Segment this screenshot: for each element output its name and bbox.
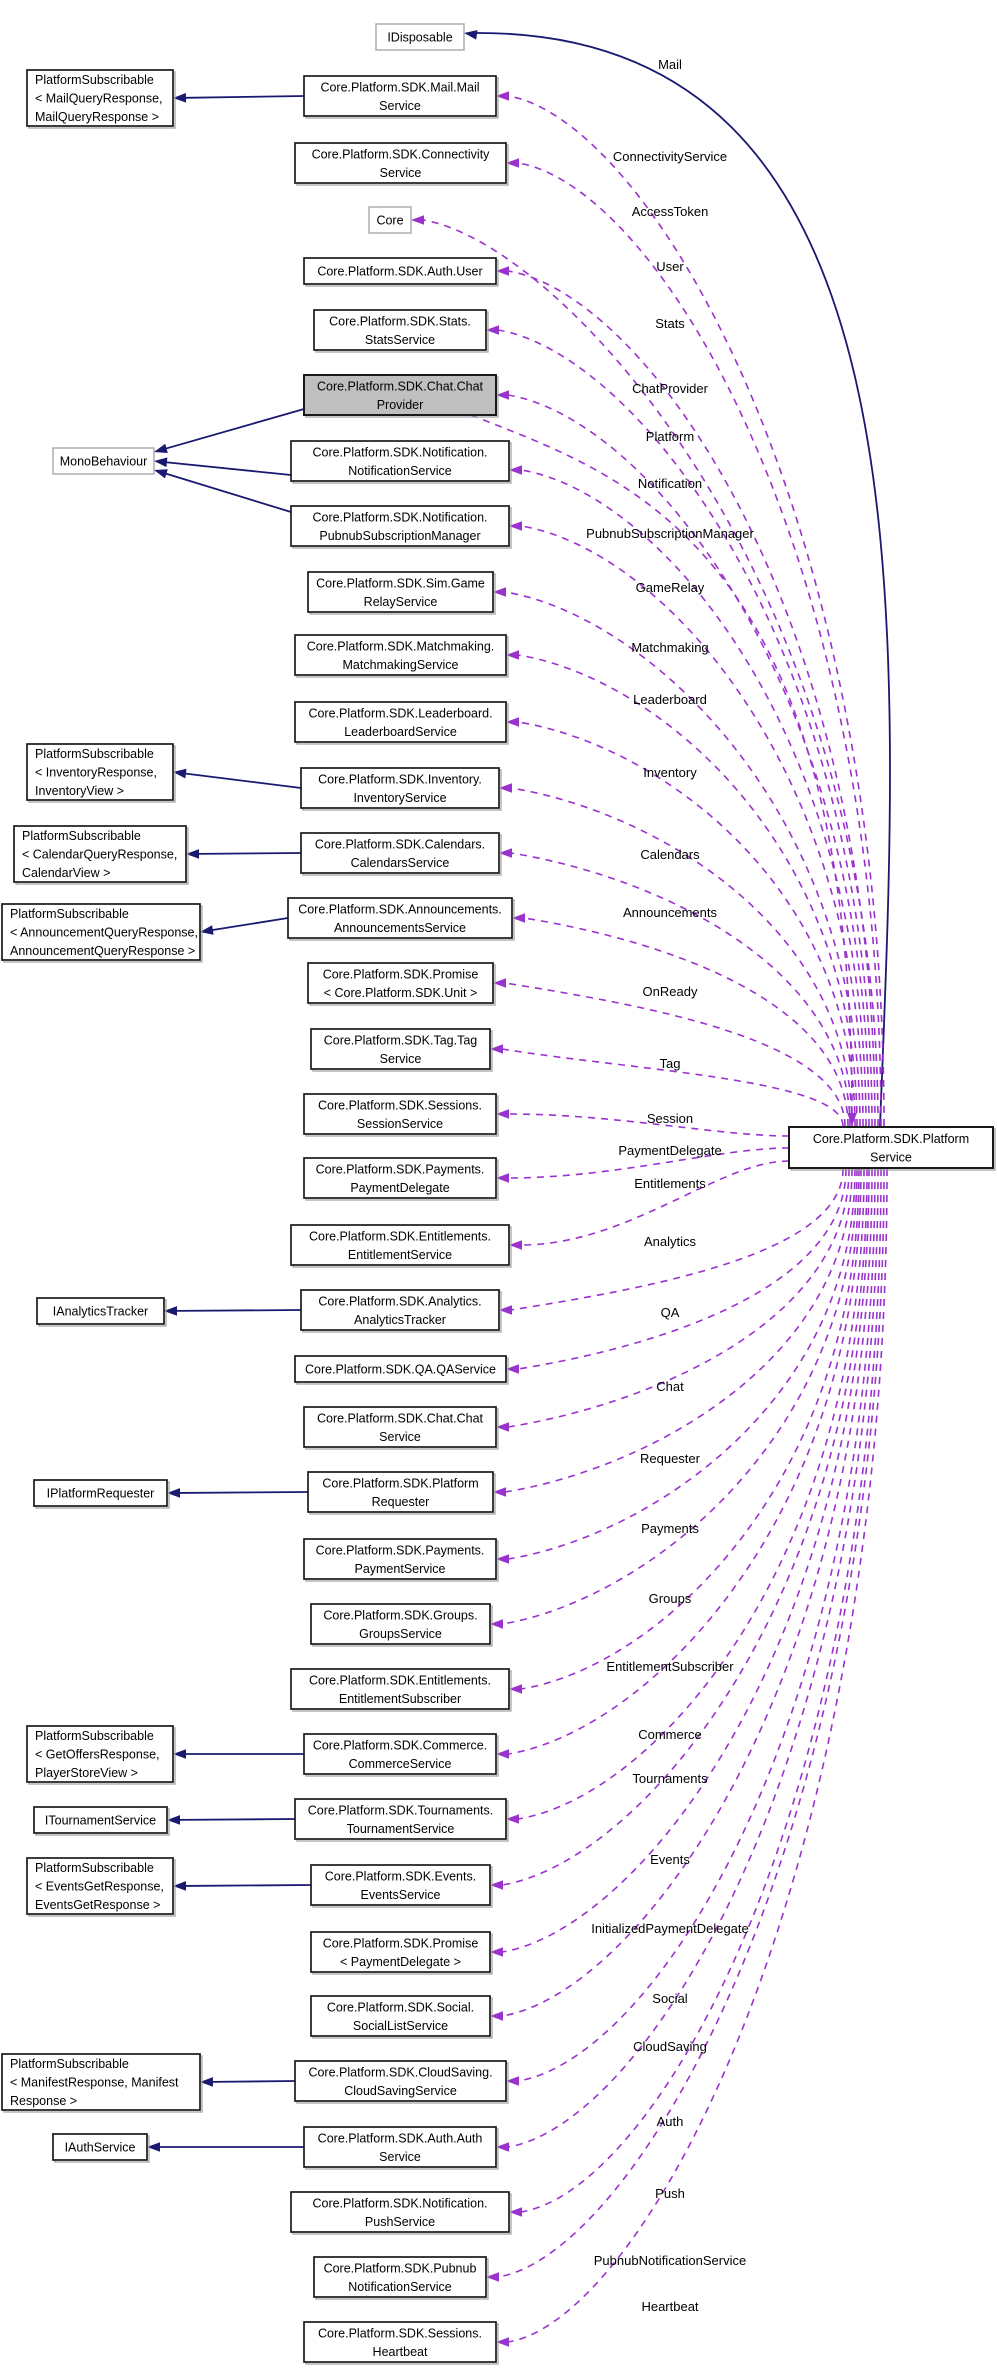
node-ianalytics[interactable] (37, 1298, 166, 1326)
edge-label-GameRelay: GameRelay (635, 580, 705, 595)
edge-label-QA: QA (660, 1305, 680, 1320)
node-calendars-line-1: CalendarsService (350, 855, 450, 870)
edge-label-OnReady: OnReady (642, 984, 698, 999)
edge-label-Heartbeat: Heartbeat (641, 2299, 699, 2314)
node-paymentservice[interactable] (304, 1539, 498, 1581)
node-pushservice[interactable] (291, 2192, 511, 2234)
node-entsubscriber[interactable] (291, 1669, 511, 1711)
node-matchmaking[interactable] (295, 635, 508, 677)
node-entitlementservice[interactable] (291, 1225, 511, 1267)
node-leaderboard-line-0: Core.Platform.SDK.Leaderboard. (308, 706, 493, 721)
node-qaservice[interactable] (295, 1356, 508, 1384)
node-core-line-0: Core (376, 213, 404, 228)
node-cloudsaving-line-1: CloudSavingService (344, 2083, 457, 2098)
usage-edge-OnReady (493, 978, 845, 1126)
edge-label-Matchmaking: Matchmaking (631, 640, 709, 655)
edge-label-InitializedPaymentDelegate: InitializedPaymentDelegate (591, 1921, 749, 1936)
node-events-line-0: Core.Platform.SDK.Events. (324, 1869, 477, 1884)
usage-edge-Inventory (499, 783, 852, 1126)
node-inventory[interactable] (301, 768, 501, 810)
node-user[interactable] (304, 258, 498, 286)
usage-edge-Session (496, 1109, 789, 1136)
node-pubnubnotif[interactable] (314, 2257, 488, 2299)
node-monobehaviour-line-0: MonoBehaviour (59, 454, 148, 469)
node-sessions-line-1: SessionService (356, 1116, 444, 1131)
node-ps-announce-line-2: AnnouncementQueryResponse > (10, 944, 196, 958)
usage-edge-Requester (493, 1169, 852, 1497)
node-cloudsaving[interactable] (295, 2061, 508, 2103)
usage-edge-Payments (496, 1169, 855, 1564)
node-analyticstracker[interactable] (301, 1290, 501, 1332)
edge-label-Mail: Mail (658, 57, 682, 72)
node-chatprovider-line-1: Provider (376, 397, 424, 412)
node-social[interactable] (311, 1996, 492, 2038)
node-ps-events-line-1: < EventsGetResponse, (35, 1879, 164, 1894)
edge-label-PubnubSubscriptionManager: PubnubSubscriptionManager (586, 526, 754, 541)
node-main[interactable] (789, 1127, 995, 1170)
node-tag-line-0: Core.Platform.SDK.Tag.Tag (323, 1033, 478, 1048)
node-connectivity[interactable] (295, 143, 508, 185)
node-groupsservice-line-0: Core.Platform.SDK.Groups. (323, 1608, 478, 1623)
edge-label-Tag: Tag (659, 1056, 681, 1071)
node-ps-events[interactable] (27, 1858, 175, 1916)
node-pushservice-line-1: PushService (364, 2214, 436, 2229)
node-ps-calendar[interactable] (14, 826, 188, 884)
node-commerce[interactable] (304, 1734, 498, 1776)
node-ps-mail[interactable] (27, 70, 175, 128)
edge-label-ConnectivityService: ConnectivityService (612, 149, 728, 164)
node-ps-events-line-0: PlatformSubscribable (35, 1861, 154, 1875)
node-commerce-line-1: CommerceService (348, 1756, 452, 1771)
edge-label-Announcements: Announcements (623, 905, 717, 920)
edge-label-PaymentDelegate: PaymentDelegate (618, 1143, 722, 1158)
node-entitlementservice-line-1: EntitlementService (347, 1247, 453, 1262)
usage-edge-Push (509, 1169, 881, 2217)
node-platformrequester[interactable] (308, 1472, 495, 1514)
node-inventory-line-0: Core.Platform.SDK.Inventory. (318, 772, 482, 787)
node-ps-calendar-line-2: CalendarView > (22, 866, 111, 880)
node-iauth-line-0: IAuthService (64, 2140, 136, 2155)
node-leaderboard-line-1: LeaderboardService (344, 724, 457, 739)
edge-label-ChatProvider: ChatProvider (632, 381, 708, 396)
edge-label-Notification: Notification (637, 476, 703, 491)
node-chatprovider-line-0: Core.Platform.SDK.Chat.Chat (316, 379, 484, 394)
node-pubnubsub-line-0: Core.Platform.SDK.Notification. (312, 510, 488, 525)
edge-label-Commerce: Commerce (638, 1727, 702, 1742)
node-paymentservice-line-0: Core.Platform.SDK.Payments. (315, 1543, 485, 1558)
inheritance-edge-announcements-ps-announce (200, 918, 288, 935)
edge-label-CloudSaving: CloudSaving (633, 2039, 707, 2054)
node-tag[interactable] (311, 1029, 492, 1071)
node-authservice[interactable] (304, 2127, 498, 2169)
node-leaderboard[interactable] (295, 702, 508, 744)
node-ps-offers[interactable] (27, 1726, 175, 1784)
node-connectivity-line-0: Core.Platform.SDK.Connectivity (311, 147, 490, 162)
node-analyticstracker-line-1: AnalyticsTracker (354, 1312, 446, 1327)
edge-label-User: User (656, 259, 684, 274)
node-promisepd[interactable] (311, 1932, 492, 1974)
node-ps-mail-line-0: PlatformSubscribable (35, 73, 154, 87)
node-ps-manifest[interactable] (2, 2054, 202, 2112)
node-events[interactable] (311, 1865, 492, 1907)
usage-edge-CloudSaving (506, 1169, 875, 2086)
node-tournament-line-1: TournamentService (346, 1821, 455, 1836)
node-itournament[interactable] (34, 1807, 169, 1835)
node-gamerelay-line-1: RelayService (363, 594, 438, 609)
usage-edge-InitializedPaymentDelegate (490, 1169, 869, 1957)
node-entsubscriber-line-1: EntitlementSubscriber (338, 1691, 462, 1706)
inheritance-edge-pubnubsub-monobehaviour (154, 469, 291, 512)
node-iplatformreq[interactable] (34, 1480, 169, 1508)
usage-edge-ChatProvider (496, 390, 869, 1126)
inheritance-edge-chatprovider-monobehaviour (154, 409, 304, 453)
node-ps-mail-line-1: < MailQueryResponse, (35, 91, 163, 106)
node-main-line-0: Core.Platform.SDK.Platform (812, 1131, 970, 1146)
node-entsubscriber-line-0: Core.Platform.SDK.Entitlements. (308, 1673, 492, 1688)
edge-label-Leaderboard: Leaderboard (633, 692, 707, 707)
node-promiseunit-line-0: Core.Platform.SDK.Promise (322, 967, 479, 982)
node-ianalytics-line-0: IAnalyticsTracker (52, 1304, 149, 1319)
node-stats[interactable] (314, 310, 488, 352)
node-sessions[interactable] (304, 1094, 498, 1136)
node-ps-inventory-line-0: PlatformSubscribable (35, 747, 154, 761)
node-ps-mail-line-2: MailQueryResponse > (35, 110, 160, 124)
edge-label-Platform: Platform (645, 429, 695, 444)
node-ps-calendar-line-0: PlatformSubscribable (22, 829, 141, 843)
node-idisposable[interactable] (376, 24, 464, 50)
node-chatprovider[interactable] (304, 375, 498, 417)
node-heartbeat[interactable] (304, 2322, 498, 2364)
inheritance-edge-tournament-itournament (167, 1815, 295, 1825)
edge-labels-layer (586, 57, 754, 2314)
node-platformrequester-line-0: Core.Platform.SDK.Platform (322, 1476, 479, 1491)
usage-edge-Tournaments (506, 1169, 864, 1824)
node-promiseunit-line-1: < Core.Platform.SDK.Unit > (323, 985, 478, 1000)
node-groupsservice-line-1: GroupsService (359, 1626, 442, 1641)
node-ps-manifest-line-1: < ManifestResponse, Manifest (10, 2075, 179, 2090)
inheritance-edge-calendars-ps-calendar (186, 849, 301, 859)
inheritance-edge-cloudsaving-ps-manifest (200, 2077, 295, 2087)
node-ps-announce[interactable] (2, 904, 202, 962)
node-ps-inventory-line-2: InventoryView > (35, 784, 125, 798)
node-ps-inventory[interactable] (27, 744, 175, 802)
node-user-line-0: Core.Platform.SDK.Auth.User (317, 264, 483, 279)
node-promiseunit[interactable] (308, 963, 495, 1005)
node-matchmaking-line-1: MatchmakingService (342, 657, 459, 672)
node-tag-line-1: Service (379, 1051, 422, 1066)
node-pubnubsub-line-1: PubnubSubscriptionManager (319, 528, 481, 543)
node-qaservice-line-0: Core.Platform.SDK.QA.QAService (304, 1362, 497, 1377)
node-authservice-line-0: Core.Platform.SDK.Auth.Auth (317, 2131, 483, 2146)
node-stats-line-1: StatsService (364, 332, 436, 347)
edge-label-Tournaments: Tournaments (632, 1771, 708, 1786)
edge-label-PubnubNotificationService: PubnubNotificationService (593, 2253, 747, 2268)
node-heartbeat-line-0: Core.Platform.SDK.Sessions. (318, 2326, 482, 2341)
edge-label-Social: Social (652, 1991, 688, 2006)
inheritance-edge-events-ps-events (173, 1881, 311, 1891)
node-mail-line-0: Core.Platform.SDK.Mail.Mail (320, 80, 480, 95)
node-main-line-1: Service (870, 1150, 912, 1165)
node-tournament-line-0: Core.Platform.SDK.Tournaments. (307, 1803, 494, 1818)
node-paymentdelegate-line-1: PaymentDelegate (350, 1180, 450, 1195)
node-mail[interactable] (304, 76, 498, 118)
usage-edge-Matchmaking (506, 650, 857, 1126)
inheritance-edge-analyticstracker-ianalytics (164, 1306, 301, 1316)
node-authservice-line-1: Service (379, 2149, 421, 2164)
edge-label-Requester: Requester (640, 1451, 700, 1466)
inheritance-edge-inventory-ps-inventory (173, 769, 301, 788)
node-ps-announce-line-1: < AnnouncementQueryResponse, (10, 925, 198, 940)
node-iauth[interactable] (53, 2134, 149, 2162)
edge-label-Inventory: Inventory (643, 765, 697, 780)
node-notification-line-1: NotificationService (348, 463, 452, 478)
node-itournament-line-0: ITournamentService (44, 1813, 157, 1828)
inheritance-edge-platformrequester-iplatformreq (167, 1488, 308, 1498)
edge-label-Stats: Stats (655, 316, 685, 331)
inheritance-edge-notification-monobehaviour (154, 458, 291, 476)
node-mail-line-1: Service (379, 98, 421, 113)
node-notification-line-0: Core.Platform.SDK.Notification. (312, 445, 488, 460)
node-paymentservice-line-1: PaymentService (354, 1561, 446, 1576)
node-chatservice-line-1: Service (379, 1429, 421, 1444)
node-chatservice-line-0: Core.Platform.SDK.Chat.Chat (316, 1411, 484, 1426)
node-events-line-1: EventsService (360, 1887, 441, 1902)
node-iplatformreq-line-0: IPlatformRequester (46, 1486, 155, 1501)
node-ps-manifest-line-0: PlatformSubscribable (10, 2057, 129, 2071)
node-social-line-1: SocialListService (352, 2018, 449, 2033)
node-pubnubnotif-line-0: Core.Platform.SDK.Pubnub (323, 2261, 477, 2276)
node-ps-inventory-line-1: < InventoryResponse, (35, 765, 157, 780)
edge-label-EntitlementSubscriber: EntitlementSubscriber (606, 1659, 734, 1674)
node-connectivity-line-1: Service (379, 165, 422, 180)
node-gamerelay-line-0: Core.Platform.SDK.Sim.Game (316, 576, 485, 591)
node-social-line-0: Core.Platform.SDK.Social. (326, 2000, 475, 2015)
node-stats-line-0: Core.Platform.SDK.Stats. (329, 314, 471, 329)
node-inventory-line-1: InventoryService (353, 790, 447, 805)
node-chatservice[interactable] (304, 1407, 498, 1449)
node-promisepd-line-0: Core.Platform.SDK.Promise (322, 1936, 479, 1951)
node-entitlementservice-line-0: Core.Platform.SDK.Entitlements. (308, 1229, 492, 1244)
node-tournament[interactable] (295, 1799, 508, 1841)
inheritance-edge-mail-ps-mail (173, 93, 304, 103)
node-announcements-line-1: AnnouncementsService (333, 920, 467, 935)
node-promisepd-line-1: < PaymentDelegate > (340, 1954, 461, 1969)
node-cloudsaving-line-0: Core.Platform.SDK.CloudSaving. (308, 2065, 493, 2080)
usage-edge-PubnubNotificationService (486, 1169, 884, 2282)
inheritance-edge-commerce-ps-offers (173, 1749, 304, 1759)
inheritance-edge-authservice-iauth (147, 2142, 304, 2152)
node-analyticstracker-line-0: Core.Platform.SDK.Analytics. (318, 1294, 482, 1309)
edge-label-Chat: Chat (656, 1379, 684, 1394)
node-core[interactable] (369, 207, 411, 233)
node-ps-offers-line-2: PlayerStoreView > (35, 1766, 138, 1780)
node-pubnubnotif-line-1: NotificationService (348, 2279, 452, 2294)
node-heartbeat-line-1: Heartbeat (372, 2344, 428, 2359)
node-calendars[interactable] (301, 833, 501, 875)
edge-label-Push: Push (655, 2186, 685, 2201)
usage-edge-PubnubSubscriptionManager (509, 521, 863, 1126)
edge-label-Payments: Payments (641, 1521, 699, 1536)
edge-label-Events: Events (650, 1852, 690, 1867)
node-ps-manifest-line-2: Response > (10, 2094, 78, 2108)
node-ps-events-line-2: EventsGetResponse > (35, 1898, 161, 1912)
usage-edge-Mail (496, 91, 884, 1126)
node-ps-announce-line-0: PlatformSubscribable (10, 907, 129, 921)
node-idisposable-line-0: IDisposable (387, 30, 453, 45)
node-announcements-line-0: Core.Platform.SDK.Announcements. (298, 902, 502, 917)
node-platformrequester-line-1: Requester (371, 1494, 430, 1509)
node-matchmaking-line-0: Core.Platform.SDK.Matchmaking. (306, 639, 495, 654)
usage-edge-Heartbeat (496, 1169, 887, 2347)
edge-label-Groups: Groups (648, 1591, 692, 1606)
edges-layer (147, 30, 890, 2347)
node-announcements[interactable] (288, 898, 514, 940)
node-ps-offers-line-0: PlatformSubscribable (35, 1729, 154, 1743)
edge-label-Analytics: Analytics (643, 1234, 697, 1249)
node-notification[interactable] (291, 441, 511, 483)
node-sessions-line-0: Core.Platform.SDK.Sessions. (318, 1098, 482, 1113)
edge-label-Auth: Auth (656, 2114, 684, 2129)
node-ps-calendar-line-1: < CalendarQueryResponse, (22, 847, 178, 862)
node-calendars-line-0: Core.Platform.SDK.Calendars. (314, 837, 486, 852)
node-pushservice-line-0: Core.Platform.SDK.Notification. (312, 2196, 488, 2211)
node-monobehaviour[interactable] (53, 448, 154, 474)
node-paymentdelegate-line-0: Core.Platform.SDK.Payments. (315, 1162, 485, 1177)
node-gamerelay[interactable] (308, 572, 495, 614)
node-ps-offers-line-1: < GetOffersResponse, (35, 1747, 160, 1762)
usage-edge-Notification (509, 465, 866, 1126)
node-groupsservice[interactable] (311, 1604, 492, 1646)
node-pubnubsub[interactable] (291, 506, 511, 548)
edge-label-Entitlements: Entitlements (634, 1176, 706, 1191)
inheritance-edge-main-idisposable (464, 30, 890, 1126)
edge-label-AccessToken: AccessToken (631, 204, 709, 219)
edge-label-Session: Session (646, 1111, 694, 1126)
node-commerce-line-0: Core.Platform.SDK.Commerce. (312, 1738, 488, 1753)
edge-label-Calendars: Calendars (640, 847, 700, 862)
node-paymentdelegate[interactable] (304, 1158, 498, 1200)
